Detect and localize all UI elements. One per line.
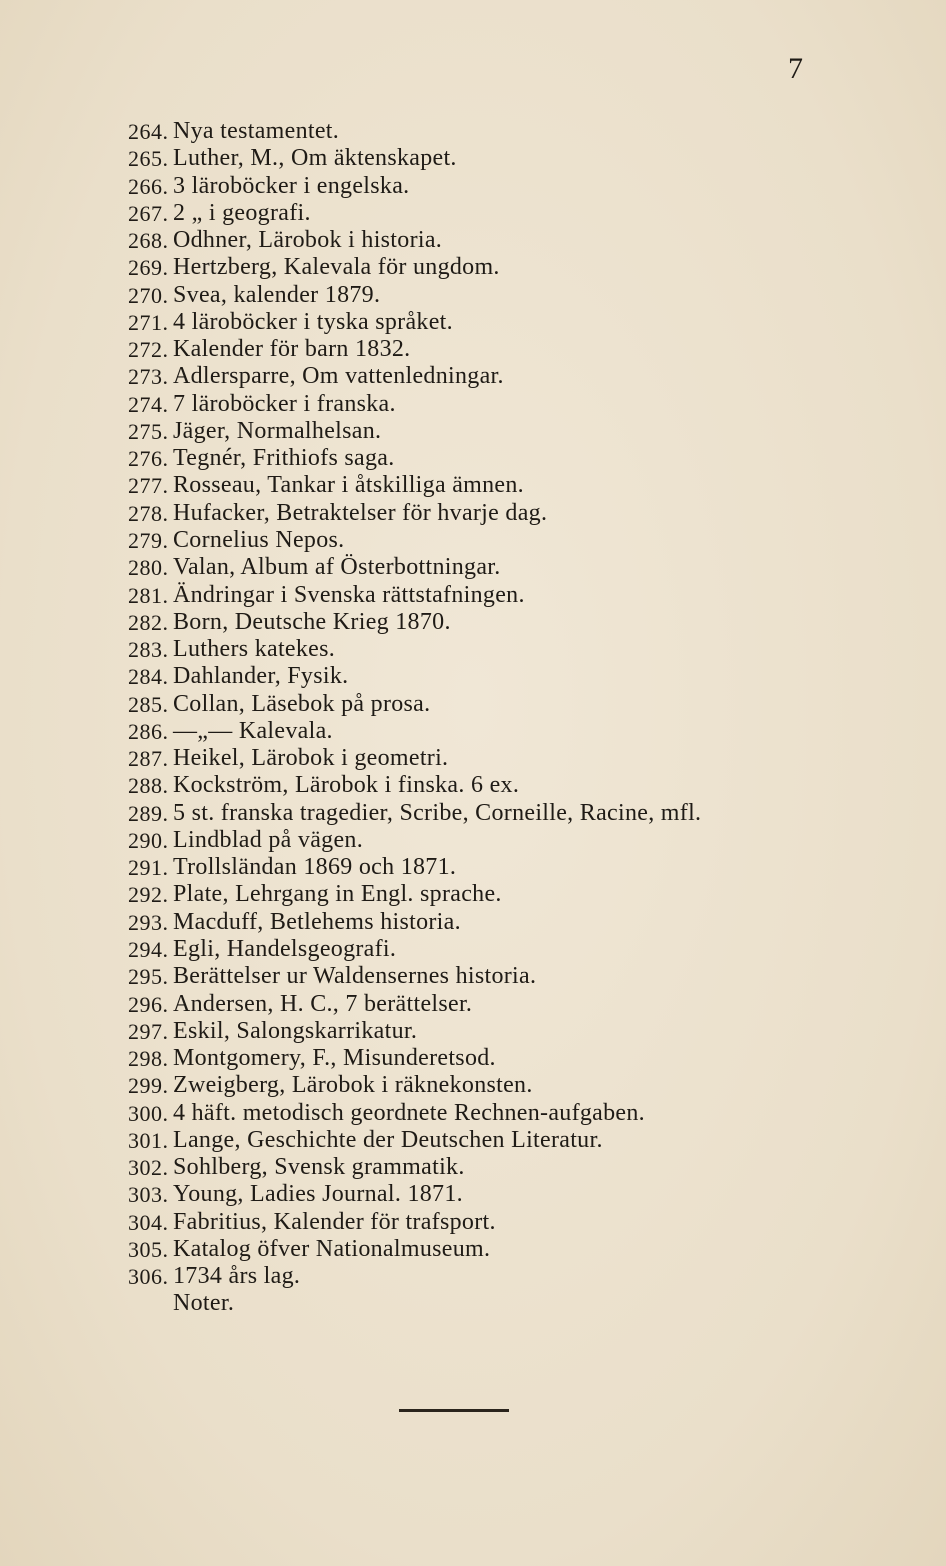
entry-title: 4 läroböcker i tyska språket. [173, 308, 453, 335]
entry-number: 301. [128, 1127, 169, 1153]
entry-number: 285. [128, 691, 169, 717]
entry-title: Luthers katekes. [173, 636, 336, 663]
entry-title: Odhner, Lärobok i historia. [173, 227, 443, 254]
entry-title: Young, Ladies Journal. 1871. [173, 1181, 463, 1208]
entry-number: 305. [128, 1236, 169, 1262]
entry-number: 291. [128, 855, 169, 881]
entry-title: Heikel, Lärobok i geometri. [173, 745, 449, 772]
entry-number: 300. [128, 1100, 169, 1126]
entry-number: 265. [128, 146, 169, 172]
entry-number: 266. [128, 173, 169, 199]
entry-title: Valan, Album af Österbottningar. [173, 554, 501, 581]
entry-number: 272. [128, 337, 169, 363]
entry-number: 271. [128, 309, 169, 335]
entry-title: Born, Deutsche Krieg 1870. [173, 608, 451, 635]
entry-number: 273. [128, 364, 169, 390]
entry-number: 268. [128, 228, 169, 254]
entry-title: Tegnér, Frithiofs saga. [173, 445, 395, 472]
entry-title: Plate, Lehrgang in Engl. sprache. [173, 881, 502, 908]
entry-number: 295. [128, 964, 169, 990]
entry-number: 282. [128, 609, 169, 635]
entry-title: Lindblad på vägen. [173, 826, 364, 853]
entry-title: Noter. [173, 1290, 235, 1317]
entry-number: 276. [128, 446, 169, 472]
entry-title: 5 st. franska tragedier, Scribe, Corneille, Racine, mfl. [173, 799, 702, 826]
entry-title: Berättelser ur Waldensernes historia. [173, 963, 537, 990]
entry-number: 290. [128, 827, 169, 853]
entry-number: 292. [128, 882, 169, 908]
entry-title: Montgomery, F., Misunderetsod. [173, 1045, 496, 1072]
entry-title: Rosseau, Tankar i åtskilliga ämnen. [173, 472, 524, 499]
entry-number: 270. [128, 282, 169, 308]
entry-title: 7 läroböcker i franska. [173, 390, 396, 417]
entry-number: 298. [128, 1046, 169, 1072]
entry-title: Egli, Handelsgeografi. [173, 935, 397, 962]
entry-title: Fabritius, Kalender för trafsport. [173, 1208, 496, 1235]
entry-title: Svea, kalender 1879. [173, 281, 381, 308]
entry-title: Cornelius Nepos. [173, 526, 345, 553]
entry-number: 288. [128, 773, 169, 799]
entry-number: 299. [128, 1073, 169, 1099]
entry-title: Collan, Läsebok på prosa. [173, 690, 431, 717]
entry-number: 293. [128, 909, 169, 935]
entry-number: 294. [128, 936, 169, 962]
entry-title: Jäger, Normalhelsan. [173, 417, 382, 444]
entry-title: Luther, M., Om äktenskapet. [173, 145, 457, 172]
entry-title: Andersen, H. C., 7 berättelser. [173, 990, 473, 1017]
entry-title: Kalender för barn 1832. [173, 336, 411, 363]
entry-title: 4 häft. metodisch geordnete Rechnen-aufgaben. [173, 1099, 645, 1126]
entry-number: 264. [128, 119, 169, 144]
entry-number: 267. [128, 200, 169, 226]
entry-title: 2 „ i geografi. [173, 199, 311, 226]
entry-title: 1734 års lag. [173, 1263, 301, 1290]
entry-number: 278. [128, 500, 169, 526]
entry-title: Sohlberg, Svensk grammatik. [173, 1154, 465, 1181]
entry-number: 296. [128, 991, 169, 1017]
entry-title: Kockström, Lärobok i finska. 6 ex. [173, 772, 520, 799]
entry-title: 3 läroböcker i engelska. [173, 172, 410, 199]
entry-number: 280. [128, 555, 169, 581]
entry-number: 297. [128, 1018, 169, 1044]
page-number: 7 [788, 52, 803, 85]
entry-title: Nya testamentet. [173, 118, 340, 144]
entry-number: 302. [128, 1155, 169, 1181]
entry-number: 283. [128, 637, 169, 663]
entry-title: Hufacker, Betraktelser för hvarje dag. [173, 499, 548, 526]
entry-number: 275. [128, 418, 169, 444]
entry-title: Hertzberg, Kalevala för ungdom. [173, 254, 500, 281]
entry-title: Ändringar i Svenska rättstafningen. [173, 581, 525, 608]
end-rule [399, 1409, 509, 1412]
entry-title: Dahlander, Fysik. [173, 663, 349, 690]
entry-title: Adlersparre, Om vattenledningar. [173, 363, 504, 390]
entry-number: 287. [128, 746, 169, 772]
entry-number: 306. [128, 1264, 169, 1290]
entry-number: 281. [128, 582, 169, 608]
entry-number: 277. [128, 473, 169, 499]
entry-number: 289. [128, 800, 169, 826]
entry-number: 304. [128, 1209, 169, 1235]
entry-title: Zweigberg, Lärobok i räknekonsten. [173, 1072, 533, 1099]
entry-title: Macduff, Betlehems historia. [173, 908, 461, 935]
entry-number: 269. [128, 255, 169, 281]
entry-number: 286. [128, 718, 169, 744]
entry-number: 279. [128, 527, 169, 553]
entry-number: 303. [128, 1182, 169, 1208]
entry-title: Katalog öfver Nationalmuseum. [173, 1235, 491, 1262]
entry-number: 284. [128, 664, 169, 690]
entry-title: Lange, Geschichte der Deutschen Literatur. [173, 1126, 603, 1153]
entry-title: Trollsländan 1869 och 1871. [173, 854, 457, 881]
entry-number: 274. [128, 391, 169, 417]
entry-title: Eskil, Salongskarrikatur. [173, 1017, 418, 1044]
entry-title: —„— Kalevala. [173, 717, 333, 744]
